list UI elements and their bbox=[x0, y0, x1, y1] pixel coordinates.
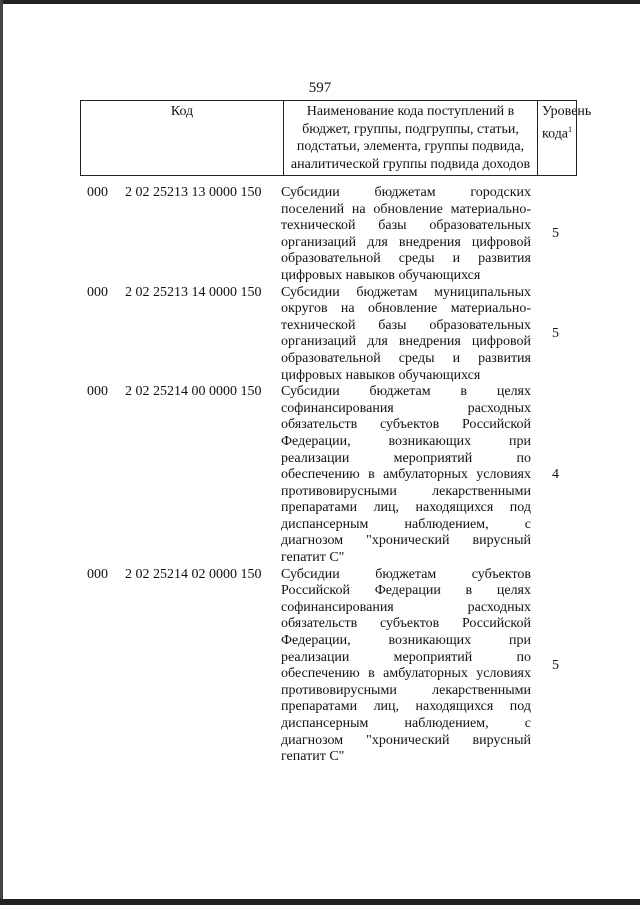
revenue-code: 2 02 25213 14 0000 150 bbox=[125, 284, 262, 300]
table-header bbox=[80, 100, 592, 176]
code-level: 5 bbox=[552, 226, 559, 242]
revenue-code: 2 02 25214 00 0000 150 bbox=[125, 384, 262, 400]
admin-code: 000 bbox=[87, 284, 108, 300]
revenue-name: Субсидии бюджетам городских поселений на обновление материально-технической базы образовательных организаций для внедрения цифровой образовательной среды и развития цифровых навыков обучающихся bbox=[281, 185, 531, 283]
table-row bbox=[80, 285, 580, 385]
code-level: 5 bbox=[552, 326, 559, 342]
table-row bbox=[80, 384, 580, 567]
code-level: 5 bbox=[552, 657, 559, 673]
revenue-name: Субсидии бюджетам в целях софинансирования расходных обязательств субъектов Российской Федерации, возникающих при реализации мероприятий по обеспечению в амбулаторных условиях противовирусными лекарственными препаратами лиц, находящихся под диспансерным наблюдением, с диагнозом "хронический вирусный гепатит С" bbox=[281, 384, 531, 566]
admin-code: 000 bbox=[87, 384, 108, 400]
code-level: 4 bbox=[552, 467, 559, 483]
scan-edge-bottom bbox=[0, 899, 640, 905]
revenue-code: 2 02 25213 13 0000 150 bbox=[125, 185, 262, 200]
admin-code: 000 bbox=[87, 185, 108, 200]
header-level-label: Уровень кода bbox=[542, 104, 592, 142]
admin-code: 000 bbox=[87, 566, 108, 582]
revenue-name: Субсидии бюджетам субъектов Российской Федерации в целях софинансирования расходных обязательств субъектов Российской Федерации, возникающих при реализации мероприятий по обеспечению в амбулаторных условиях противовирусными лекарственными препаратами лиц, находящихся под диспансерным наблюдением, с диагнозом "хронический вирусный гепатит С" bbox=[281, 566, 531, 765]
table-body bbox=[80, 185, 580, 766]
revenue-name: Субсидии бюджетам муниципальных округов на обновление материально-технической базы образовательных организаций для внедрения цифровой образовательной среды и развития цифровых навыков обучающихся bbox=[281, 284, 531, 383]
scan-edge-left bbox=[0, 0, 3, 905]
table-row bbox=[80, 567, 580, 766]
header-level bbox=[538, 101, 592, 176]
scan-edge-top bbox=[0, 0, 640, 4]
header-code: Код bbox=[81, 101, 284, 176]
header-name: Наименование кода поступлений в бюджет, группы, подгруппы, статьи, подстатьи, элемента, группы подвида, аналитической группы подвида доходов bbox=[284, 101, 538, 176]
page-number: 597 bbox=[308, 80, 332, 96]
table-row bbox=[80, 185, 580, 285]
revenue-code: 2 02 25214 02 0000 150 bbox=[125, 566, 262, 582]
header-level-footnote: 1 bbox=[568, 124, 573, 134]
